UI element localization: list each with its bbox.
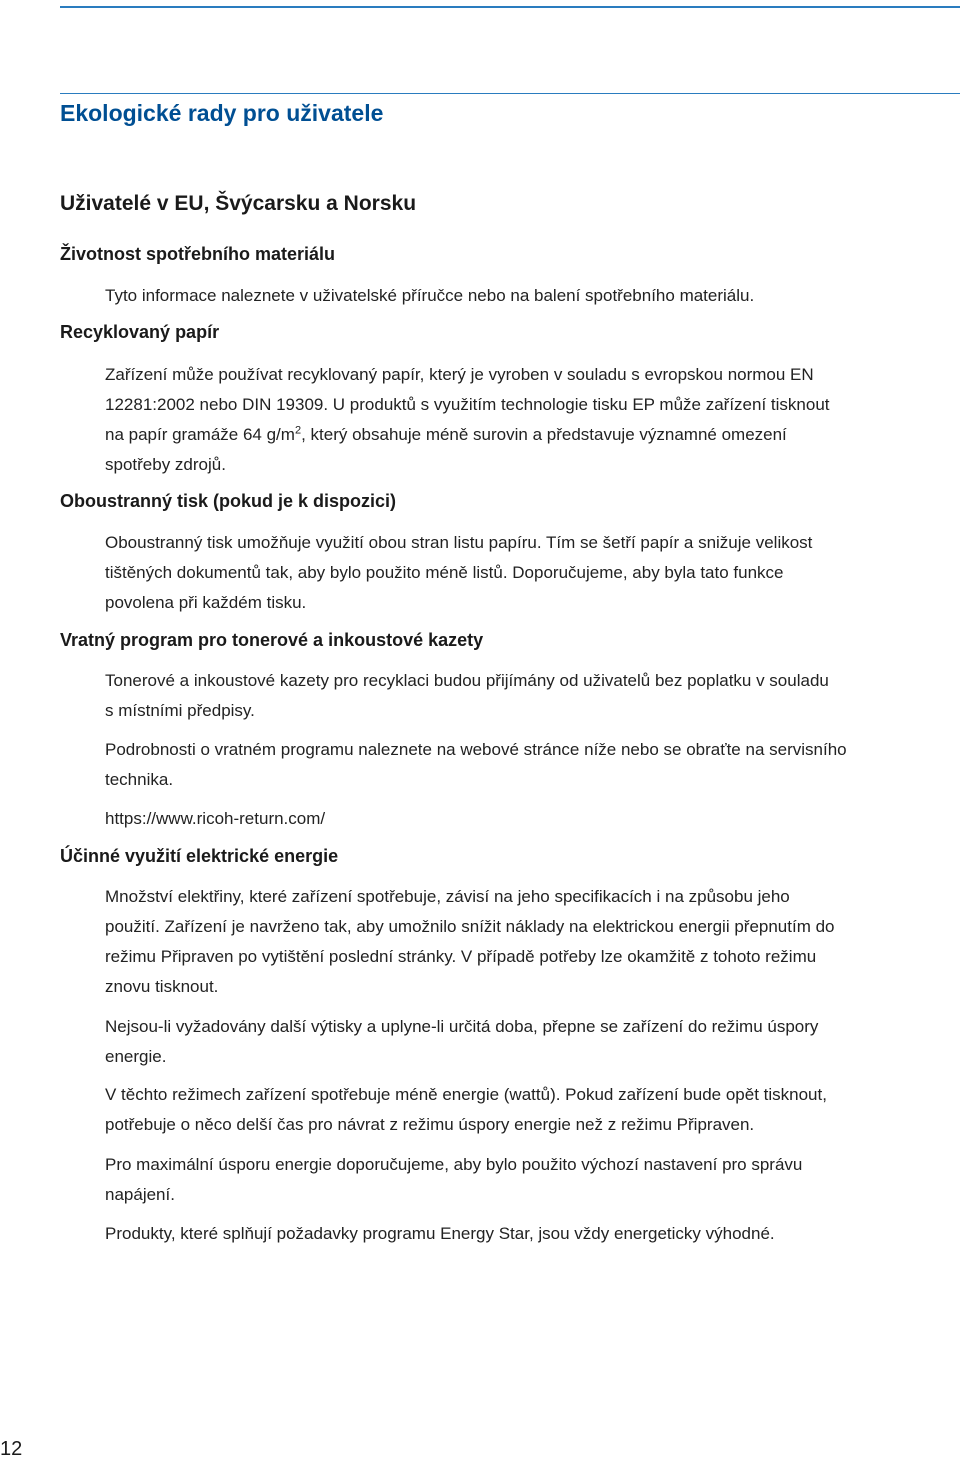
text-segment: , který obsahuje méně surovin a představuje významné omezení <box>301 425 787 444</box>
paragraph-line: Podrobnosti o vratném programu naleznete na webové stránce níže nebo se obraťte na servisního <box>105 740 847 759</box>
paragraph-line: Oboustranný tisk umožňuje využití obou stran listu papíru. Tím se šetří papír a snižuje velikost <box>105 533 813 552</box>
paragraph-line: potřebuje o něco delší čas pro návrat z režimu úspory energie než z režimu Připraven. <box>105 1115 755 1134</box>
page-title: Ekologické rady pro uživatele <box>60 100 384 126</box>
section-heading-recycled-paper: Recyklovaný papír <box>60 322 220 342</box>
superscript: 2 <box>294 424 302 437</box>
paragraph-line: tištěných dokumentů tak, aby bylo použito méně listů. Doporučujeme, aby byla tato funkce <box>105 563 784 582</box>
text-segment: na papír gramáže 64 g/m <box>105 425 295 444</box>
title-rule <box>60 93 960 94</box>
paragraph-line: povolena při každém tisku. <box>105 593 307 612</box>
section-heading-consumables: Životnost spotřebního materiálu <box>60 244 336 264</box>
subtitle: Uživatelé v EU, Švýcarsku a Norsku <box>60 192 417 215</box>
section-heading-energy: Účinné využití elektrické energie <box>60 846 339 866</box>
paragraph-line: V těchto režimech zařízení spotřebuje méně energie (wattů). Pokud zařízení bude opět tisknout, <box>105 1085 827 1104</box>
paragraph-line: Pro maximální úsporu energie doporučujeme, aby bylo použito výchozí nastavení pro správu <box>105 1155 803 1174</box>
paragraph-line: znovu tisknout. <box>105 977 219 996</box>
paragraph-line: režimu Připraven po vytištění poslední stránky. V případě potřeby lze okamžitě z tohoto režimu <box>105 947 817 966</box>
paragraph-line: Zařízení může používat recyklovaný papír, který je vyroben v souladu s evropskou normou EN <box>105 365 814 384</box>
paragraph-line: spotřeby zdrojů. <box>105 455 226 474</box>
paragraph-line: energie. <box>105 1047 167 1066</box>
paragraph-line: Množství elektřiny, které zařízení spotřebuje, závisí na jeho specifikacích i na způsobu jeho <box>105 887 790 906</box>
paragraph-line <box>105 420 787 450</box>
paragraph-line: Nejsou-li vyžadovány další výtisky a uplyne-li určitá doba, přepne se zařízení do režimu úspory <box>105 1017 819 1036</box>
paragraph-line: Produkty, které splňují požadavky programu Energy Star, jsou vždy energeticky výhodné. <box>105 1224 775 1243</box>
paragraph-line: Tonerové a inkoustové kazety pro recyklaci budou přijímány od uživatelů bez poplatku v souladu <box>105 671 829 690</box>
section-heading-return-program: Vratný program pro tonerové a inkoustové kazety <box>60 630 484 650</box>
paragraph-line: 12281:2002 nebo DIN 19309. U produktů s využitím technologie tisku EP může zařízení tisknout <box>105 395 830 414</box>
page-number: 12 <box>0 1438 23 1460</box>
paragraph-line: napájení. <box>105 1185 175 1204</box>
paragraph-line: technika. <box>105 770 174 789</box>
top-rule <box>60 6 960 8</box>
return-program-link[interactable]: https://www.ricoh-return.com/ <box>105 809 326 828</box>
paragraph-line: použití. Zařízení je navrženo tak, aby umožnilo snížit náklady na elektrickou energii přepnutím do <box>105 917 835 936</box>
paragraph-line: s místními předpisy. <box>105 701 255 720</box>
section-heading-duplex: Oboustranný tisk (pokud je k dispozici) <box>60 491 397 511</box>
paragraph-line: Tyto informace naleznete v uživatelské příručce nebo na balení spotřebního materiálu. <box>105 286 755 305</box>
